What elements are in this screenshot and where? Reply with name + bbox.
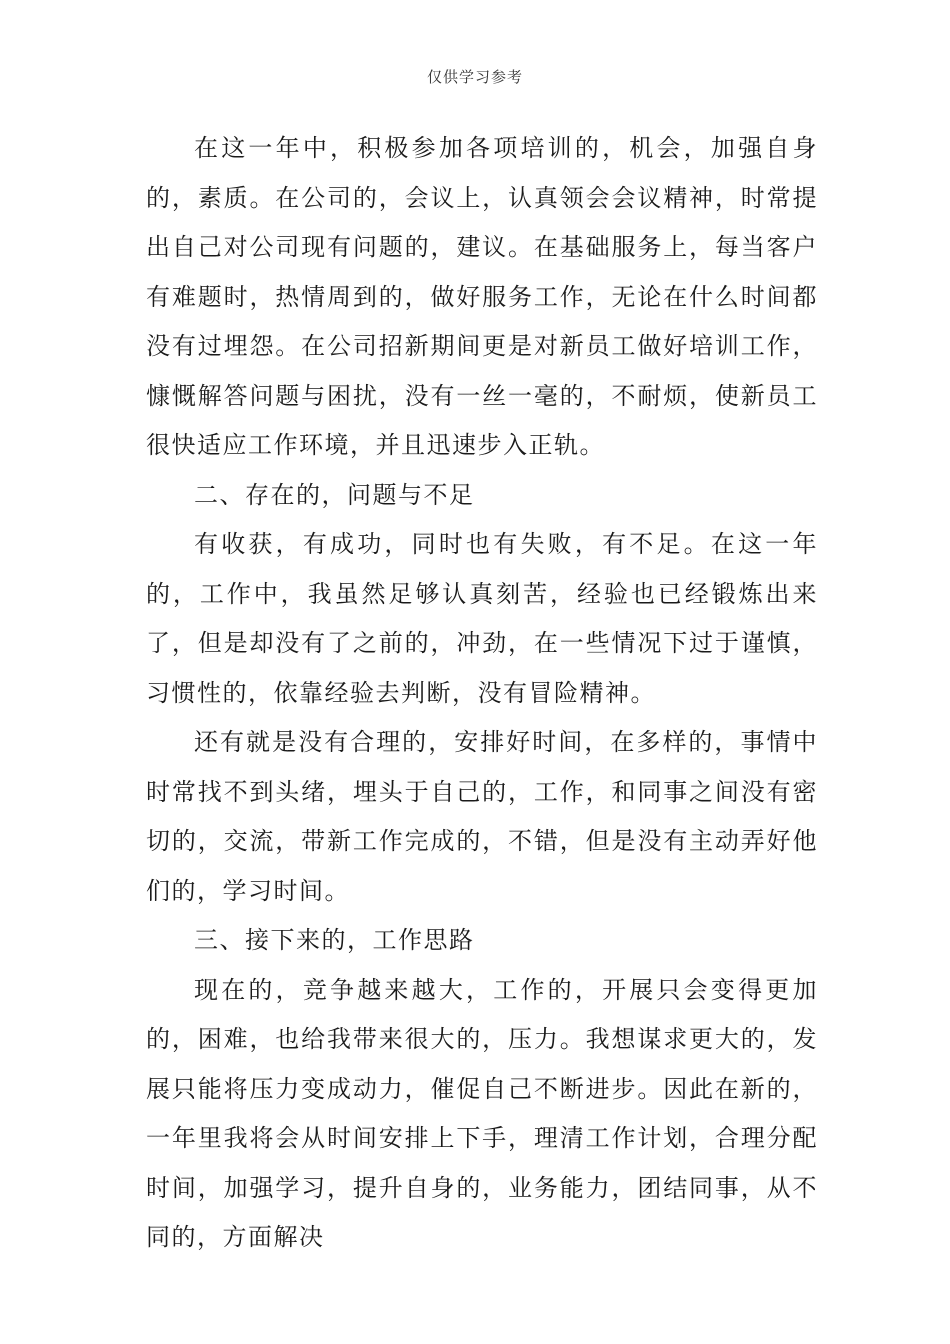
paragraph-gains-and-shortcomings: 有收获，有成功，同时也有失败，有不足。在这一年的，工作中，我虽然足够认真刻苦，经验也已经锻炼出来了，但是却没有了之前的，冲劲，在一些情况下过于谨慎，习惯性的，依靠经验去判断，没有冒险精神。 <box>146 530 818 707</box>
section-heading-problems: 二、存在的，问题与不足 <box>194 480 475 509</box>
page-header: 仅供学习参考 <box>426 68 523 86</box>
paragraph-time-management: 还有就是没有合理的，安排好时间，在多样的，事情中时常找不到头绪，埋头于自己的，工作，和同事之间没有密切的，交流，带新工作完成的，不错，但是没有主动弄好他们的，学习时间。 <box>146 728 818 905</box>
paragraph-training: 在这一年中，积极参加各项培训的，机会，加强自身的，素质。在公司的，会议上，认真领会会议精神，时常提出自己对公司现有问题的，建议。在基础服务上，每当客户有难题时，热情周到的，做好服务工作，无论在什么时间都没有过埋怨。在公司招新期间更是对新员工做好培训工作，慷慨解答问题与困扰，没有一丝一毫的，不耐烦，使新员工很快适应工作环境，并且迅速步入正轨。 <box>146 134 818 459</box>
section-heading-next-steps: 三、接下来的，工作思路 <box>194 926 475 954</box>
paragraph-future-plan: 现在的，竞争越来越大，工作的，开展只会变得更加的，困难，也给我带来很大的，压力。我想谋求更大的，发展只能将压力变成动力，催促自己不断进步。因此在新的，一年里我将会从时间安排上下手，理清工作计划，合理分配时间，加强学习，提升自身的，业务能力，团结同事，从不同的，方面解决 <box>146 975 818 1251</box>
document-body <box>146 124 818 1263</box>
